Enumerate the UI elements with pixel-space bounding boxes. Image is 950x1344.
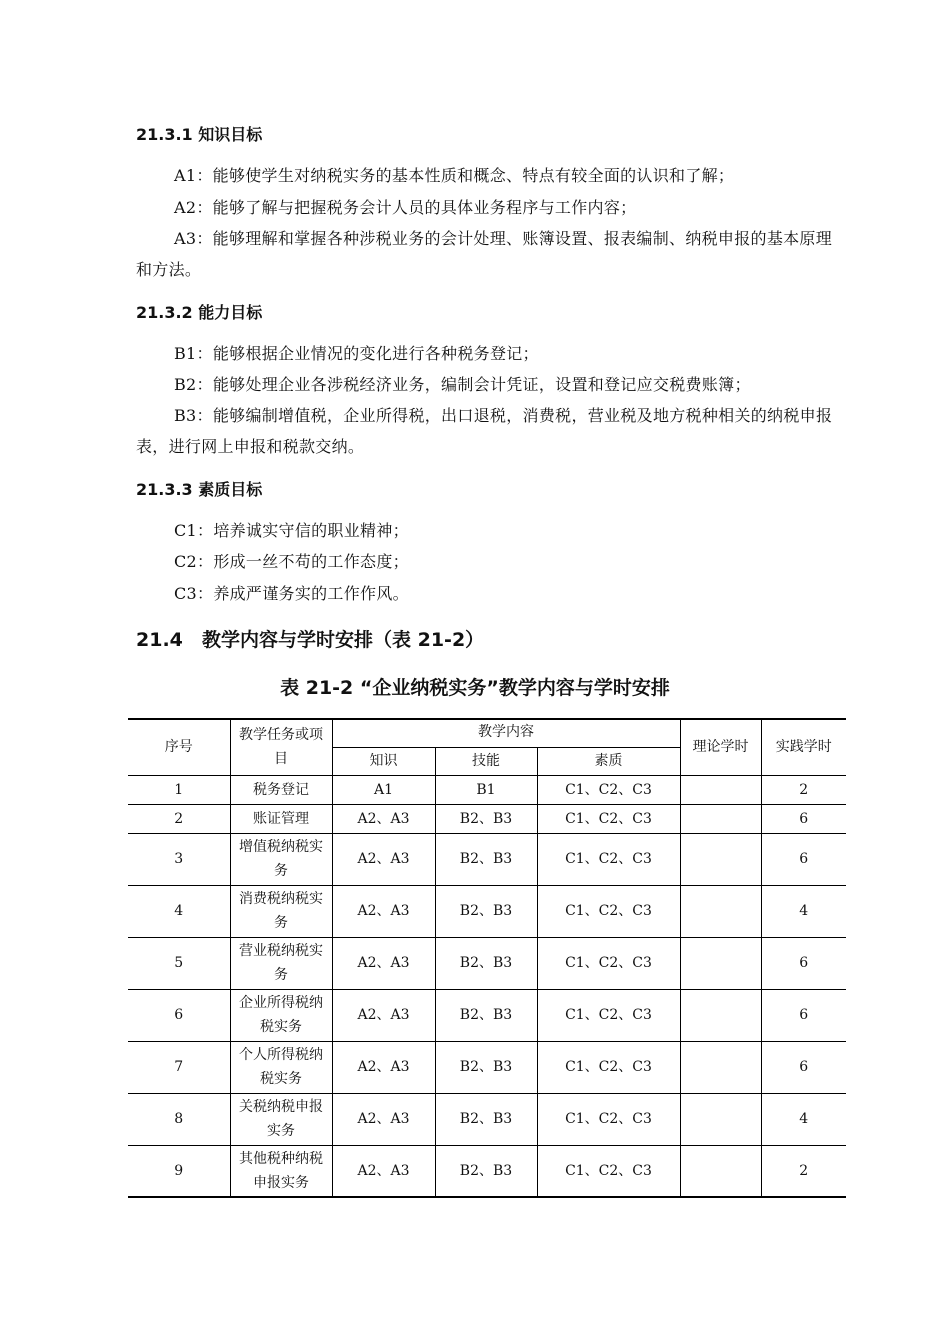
cell-task-label: 账证管理	[253, 810, 309, 827]
cell-task	[230, 989, 332, 1041]
cell-practice: 6	[761, 989, 846, 1041]
paragraph-c3: C3：养成严谨务实的工作作风。	[174, 584, 409, 603]
cell-task	[230, 885, 332, 937]
cell-knowledge: A2、A3	[332, 1145, 435, 1197]
table-row	[128, 1145, 846, 1197]
cell-practice: 2	[761, 775, 846, 804]
cell-practice: 6	[761, 833, 846, 885]
paragraph-b1: B1：能够根据企业情况的变化进行各种税务登记；	[174, 344, 539, 363]
cell-skill: B1	[435, 775, 537, 804]
cell-practice: 6	[761, 1041, 846, 1093]
header-quality: 素质	[537, 747, 680, 775]
cell-theory	[680, 775, 761, 804]
cell-task	[230, 1145, 332, 1197]
paragraph-a1: A1：能够使学生对纳税实务的基本性质和概念、特点有较全面的认识和了解；	[174, 166, 735, 185]
cell-quality: C1、C2、C3	[537, 833, 680, 885]
table-row	[128, 989, 846, 1041]
cell-task-label: 关税纳税申报实务	[239, 1099, 323, 1139]
cell-task	[230, 1041, 332, 1093]
cell-task-label: 营业税纳税实务	[239, 943, 323, 983]
cell-seq: 2	[128, 804, 230, 833]
cell-quality: C1、C2、C3	[537, 775, 680, 804]
cell-quality: C1、C2、C3	[537, 804, 680, 833]
cell-knowledge: A1	[332, 775, 435, 804]
cell-skill: B2、B3	[435, 833, 537, 885]
cell-theory	[680, 804, 761, 833]
cell-knowledge: A2、A3	[332, 804, 435, 833]
header-practice	[761, 719, 846, 775]
cell-quality: C1、C2、C3	[537, 989, 680, 1041]
cell-practice: 4	[761, 885, 846, 937]
cell-seq: 6	[128, 989, 230, 1041]
cell-task	[230, 937, 332, 989]
cell-theory	[680, 833, 761, 885]
header-practice-label: 实践学时	[775, 739, 832, 756]
cell-skill: B2、B3	[435, 989, 537, 1041]
table-row	[128, 1093, 846, 1145]
cell-knowledge: A2、A3	[332, 1093, 435, 1145]
cell-seq: 4	[128, 885, 230, 937]
cell-practice: 4	[761, 1093, 846, 1145]
cell-skill: B2、B3	[435, 1145, 537, 1197]
cell-seq: 7	[128, 1041, 230, 1093]
header-task	[230, 719, 332, 775]
header-skill: 技能	[435, 747, 537, 775]
cell-task-label: 消费税纳税实务	[239, 891, 323, 931]
header-seq: 序号	[128, 719, 230, 775]
cell-task-label: 其他税种纳税申报实务	[239, 1150, 323, 1191]
cell-quality: C1、C2、C3	[537, 1041, 680, 1093]
cell-practice: 6	[761, 804, 846, 833]
cell-task-label: 企业所得税纳税实务	[239, 995, 323, 1035]
cell-practice: 2	[761, 1145, 846, 1197]
cell-theory	[680, 1145, 761, 1197]
heading-knowledge-goals: 21.3.1 知识目标	[136, 125, 263, 144]
table-row	[128, 937, 846, 989]
cell-task	[230, 775, 332, 804]
heading-ability-goals: 21.3.2 能力目标	[136, 303, 263, 322]
cell-theory	[680, 1093, 761, 1145]
cell-seq: 9	[128, 1145, 230, 1197]
section-title	[136, 625, 484, 652]
cell-seq: 3	[128, 833, 230, 885]
header-content: 教学内容	[332, 719, 680, 747]
header-theory-label: 理论学时	[692, 739, 749, 756]
cell-task	[230, 833, 332, 885]
cell-quality: C1、C2、C3	[537, 885, 680, 937]
cell-seq: 1	[128, 775, 230, 804]
cell-quality: C1、C2、C3	[537, 937, 680, 989]
cell-knowledge: A2、A3	[332, 937, 435, 989]
cell-skill: B2、B3	[435, 1093, 537, 1145]
section-title-text: 教学内容与学时安排（表 21-2）	[202, 629, 485, 651]
header-knowledge: 知识	[332, 747, 435, 775]
cell-skill: B2、B3	[435, 937, 537, 989]
cell-theory	[680, 885, 761, 937]
paragraph-b3: B3：能够编制增值税，企业所得税，出口退税，消费税，营业税及地方税种相关的纳税申报表，进行网上申报和税款交纳。	[136, 406, 833, 456]
cell-task-label: 个人所得税纳税实务	[239, 1047, 323, 1087]
cell-skill: B2、B3	[435, 1041, 537, 1093]
cell-seq: 5	[128, 937, 230, 989]
paragraph-a3: A3：能够理解和掌握各种涉税业务的会计处理、账簿设置、报表编制、纳税申报的基本原理和方法。	[136, 229, 833, 279]
cell-seq: 8	[128, 1093, 230, 1145]
table-row	[128, 885, 846, 937]
table-caption: 表 21-2 “企业纳税实务”教学内容与学时安排	[280, 677, 670, 699]
table-row	[128, 804, 846, 833]
paragraph-b2: B2：能够处理企业各涉税经济业务，编制会计凭证，设置和登记应交税费账簿；	[174, 375, 751, 394]
paragraph-c2: C2：形成一丝不苟的工作态度；	[174, 552, 409, 571]
cell-knowledge: A2、A3	[332, 885, 435, 937]
table-row	[128, 1041, 846, 1093]
cell-quality: C1、C2、C3	[537, 1145, 680, 1197]
cell-task-label: 增值税纳税实务	[239, 839, 323, 879]
header-theory	[680, 719, 761, 775]
cell-task	[230, 1093, 332, 1145]
section-number: 21.4	[136, 629, 183, 651]
cell-task-label: 税务登记	[253, 781, 309, 798]
paragraph-c1: C1：培养诚实守信的职业精神；	[174, 521, 409, 540]
cell-theory	[680, 989, 761, 1041]
header-task-label: 教学任务或项目	[239, 727, 323, 768]
heading-quality-goals: 21.3.3 素质目标	[136, 480, 263, 499]
cell-theory	[680, 937, 761, 989]
cell-practice: 6	[761, 937, 846, 989]
schedule-table	[128, 718, 846, 1198]
cell-theory	[680, 1041, 761, 1093]
cell-quality: C1、C2、C3	[537, 1093, 680, 1145]
cell-knowledge: A2、A3	[332, 833, 435, 885]
cell-skill: B2、B3	[435, 885, 537, 937]
cell-task	[230, 804, 332, 833]
cell-skill: B2、B3	[435, 804, 537, 833]
table-row	[128, 775, 846, 804]
table-row	[128, 833, 846, 885]
cell-knowledge: A2、A3	[332, 989, 435, 1041]
paragraph-a2: A2：能够了解与把握税务会计人员的具体业务程序与工作内容；	[174, 198, 637, 217]
cell-knowledge: A2、A3	[332, 1041, 435, 1093]
